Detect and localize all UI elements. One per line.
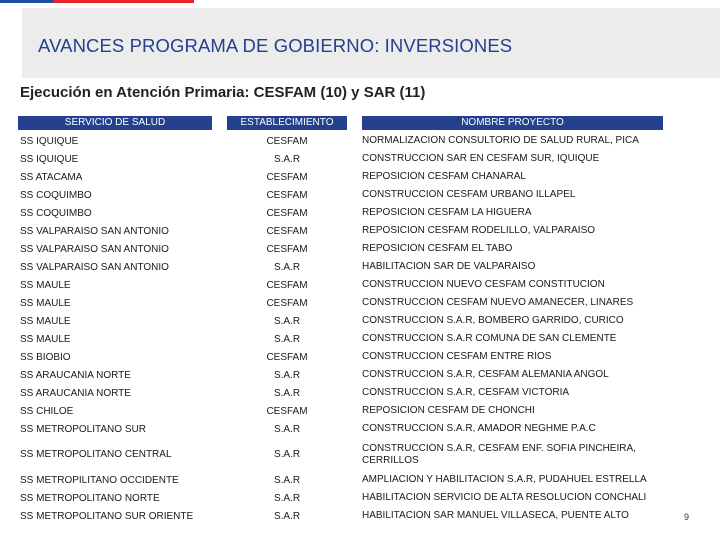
cell-establecimiento: CESFAM (266, 135, 308, 147)
flag-stripe-red (54, 0, 194, 3)
cell-establecimiento: CESFAM (266, 297, 308, 309)
table-body (18, 132, 678, 525)
cell-establecimiento: CESFAM (266, 243, 308, 255)
cell-proyecto: HABILITACIÓN SAR DE VALPARAÍSO (362, 261, 536, 272)
cell-establecimiento: CESFAM (266, 405, 308, 417)
cell-servicio: SS MAULE (20, 315, 71, 327)
cell-establecimiento: S.A.R (273, 261, 301, 273)
cell-proyecto: CONSTRUCCIÓN S.A.R, CESFAM ALEMANIA ANGOL (362, 369, 609, 380)
cell-proyecto: AMPLIACIÓN Y HABILITACIÓN S.A.R, PUDAHUEL ESTRELLA (362, 474, 647, 485)
cell-proyecto: CONSTRUCCIÓN SAR EN CESFAM SUR, IQUIQUE (362, 153, 600, 164)
cell-servicio: SS METROPILITANO OCCIDENTE (20, 474, 179, 486)
table-row (18, 366, 678, 384)
cell-establecimiento: CESFAM (266, 279, 308, 291)
cell-proyecto: CONSTRUCCIÓN CESFAM NUEVO AMANECER, LINARES (362, 297, 634, 308)
cell-servicio: SS ARAUCANÍA NORTE (20, 369, 131, 381)
cell-servicio: SS METROPOLITANO NORTE (20, 492, 160, 504)
cell-proyecto: CONSTRUCCIÓN S.A.R COMUNA DE SAN CLEMENTE (362, 333, 617, 344)
cell-servicio: SS ARAUCANÍA NORTE (20, 387, 131, 399)
cell-servicio: SS ATACAMA (20, 171, 83, 183)
cell-proyecto: CONSTRUCCIÓN S.A.R, CESFAM VICTORIA (362, 387, 570, 398)
page-number: 9 (684, 512, 690, 522)
page-title: AVANCES PROGRAMA DE GOBIERNO: INVERSIONES (38, 35, 513, 56)
cell-proyecto: CONSTRUCCIÓN S.A.R, CESFAM ENF. SOFIA PINCHEIRA, CERRILLOS (362, 442, 636, 466)
table-row (18, 348, 678, 366)
table-row (18, 402, 678, 420)
cell-proyecto: CONSTRUCCIÓN S.A.R, AMADOR NEGHME P.A.C (362, 423, 596, 434)
cell-proyecto: CONSTRUCCIÓN CESFAM URBANO ILLAPEL (362, 189, 576, 200)
flag-stripe-blue (0, 0, 54, 3)
cell-servicio: SS MAULE (20, 333, 71, 345)
cell-servicio: SS COQUIMBO (20, 189, 92, 201)
cell-servicio: SS METROPOLITANO SUR ORIENTE (20, 510, 194, 522)
cell-establecimiento: CESFAM (266, 351, 308, 363)
table-row (18, 150, 678, 168)
table-header (18, 116, 678, 130)
cell-proyecto: REPOSICIÓN CESFAM LA HIGUERA (362, 207, 532, 218)
cell-proyecto: HABILITACION SERVICIO DE ALTA RESOLUCION CONCHALI (362, 492, 647, 503)
cell-proyecto: REPOSICIÓN CESFAM DE CHONCHI (362, 405, 535, 416)
table-row (18, 507, 678, 525)
table-row (18, 204, 678, 222)
cell-servicio: SS IQUIQUE (20, 153, 79, 165)
title-band (22, 8, 720, 78)
cell-proyecto: REPOSICIÓN CESFAM RODELILLO, VALPARAÍSO (362, 225, 596, 236)
cell-proyecto: CONSTRUCCIÓN CESFAM ENTRE RÍOS (362, 351, 552, 362)
cell-establecimiento: S.A.R (273, 369, 301, 381)
cell-servicio: SS MAULE (20, 279, 71, 291)
cell-servicio: SS IQUIQUE (20, 135, 79, 147)
cell-servicio: SS VALPARAÍSO SAN ANTONIO (20, 225, 169, 237)
cell-servicio: SS CHILOÉ (20, 405, 74, 417)
table-row (18, 384, 678, 402)
column-header-servicio: SERVICIO DE SALUD (18, 116, 212, 130)
cell-servicio: SS METROPOLITANO CENTRAL (20, 449, 172, 460)
projects-table (18, 116, 678, 525)
table-row (18, 240, 678, 258)
column-header-establecimiento: ESTABLECIMIENTO (227, 116, 347, 130)
cell-establecimiento: S.A.R (273, 449, 301, 460)
table-row (18, 438, 678, 471)
table-row (18, 471, 678, 489)
cell-establecimiento: S.A.R (273, 153, 301, 165)
table-row (18, 312, 678, 330)
cell-establecimiento: S.A.R (273, 510, 301, 522)
cell-establecimiento: S.A.R (273, 474, 301, 486)
cell-establecimiento: S.A.R (273, 387, 301, 399)
cell-servicio: SS MAULE (20, 297, 71, 309)
table-row (18, 258, 678, 276)
table-row (18, 276, 678, 294)
cell-establecimiento: S.A.R (273, 492, 301, 504)
table-row (18, 489, 678, 507)
cell-servicio: SS BIOBÍO (20, 351, 71, 363)
cell-establecimiento: CESFAM (266, 225, 308, 237)
cell-establecimiento: CESFAM (266, 171, 308, 183)
cell-establecimiento: S.A.R (273, 423, 301, 435)
cell-proyecto: NORMALIZACIÓN CONSULTORIO DE SALUD RURAL, PICA (362, 135, 639, 146)
cell-proyecto: REPOSICIÓN CESFAM EL TABO (362, 243, 513, 254)
table-row (18, 420, 678, 438)
cell-proyecto: CONSTRUCCION S.A.R, BOMBERO GARRIDO, CURICÓ (362, 315, 624, 326)
cell-proyecto: HABILITACIÓN SAR MANUEL VILLASECA, PUENTE ALTO (362, 510, 629, 521)
section-subtitle: Ejecución en Atención Primaria: CESFAM (10) y SAR (11) (20, 84, 426, 101)
cell-establecimiento: S.A.R (273, 333, 301, 345)
table-row (18, 168, 678, 186)
table-row (18, 222, 678, 240)
table-row (18, 330, 678, 348)
table-row (18, 132, 678, 150)
column-header-proyecto: NOMBRE PROYECTO (362, 116, 663, 130)
table-row (18, 294, 678, 312)
cell-proyecto: REPOSICIÓN CESFAM CHAÑARAL (362, 171, 526, 182)
cell-servicio: SS COQUIMBO (20, 207, 92, 219)
cell-servicio: SS VALPARAÍSO SAN ANTONIO (20, 243, 169, 255)
cell-servicio: SS METROPOLITANO SUR (20, 423, 146, 435)
cell-establecimiento: CESFAM (266, 189, 308, 201)
cell-proyecto: CONSTRUCCIÓN NUEVO CESFAM CONSTITUCIÓN (362, 279, 605, 290)
cell-servicio: SS VALPARAÍSO SAN ANTONIO (20, 261, 169, 273)
cell-establecimiento: S.A.R (273, 315, 301, 327)
table-row (18, 186, 678, 204)
cell-establecimiento: CESFAM (266, 207, 308, 219)
